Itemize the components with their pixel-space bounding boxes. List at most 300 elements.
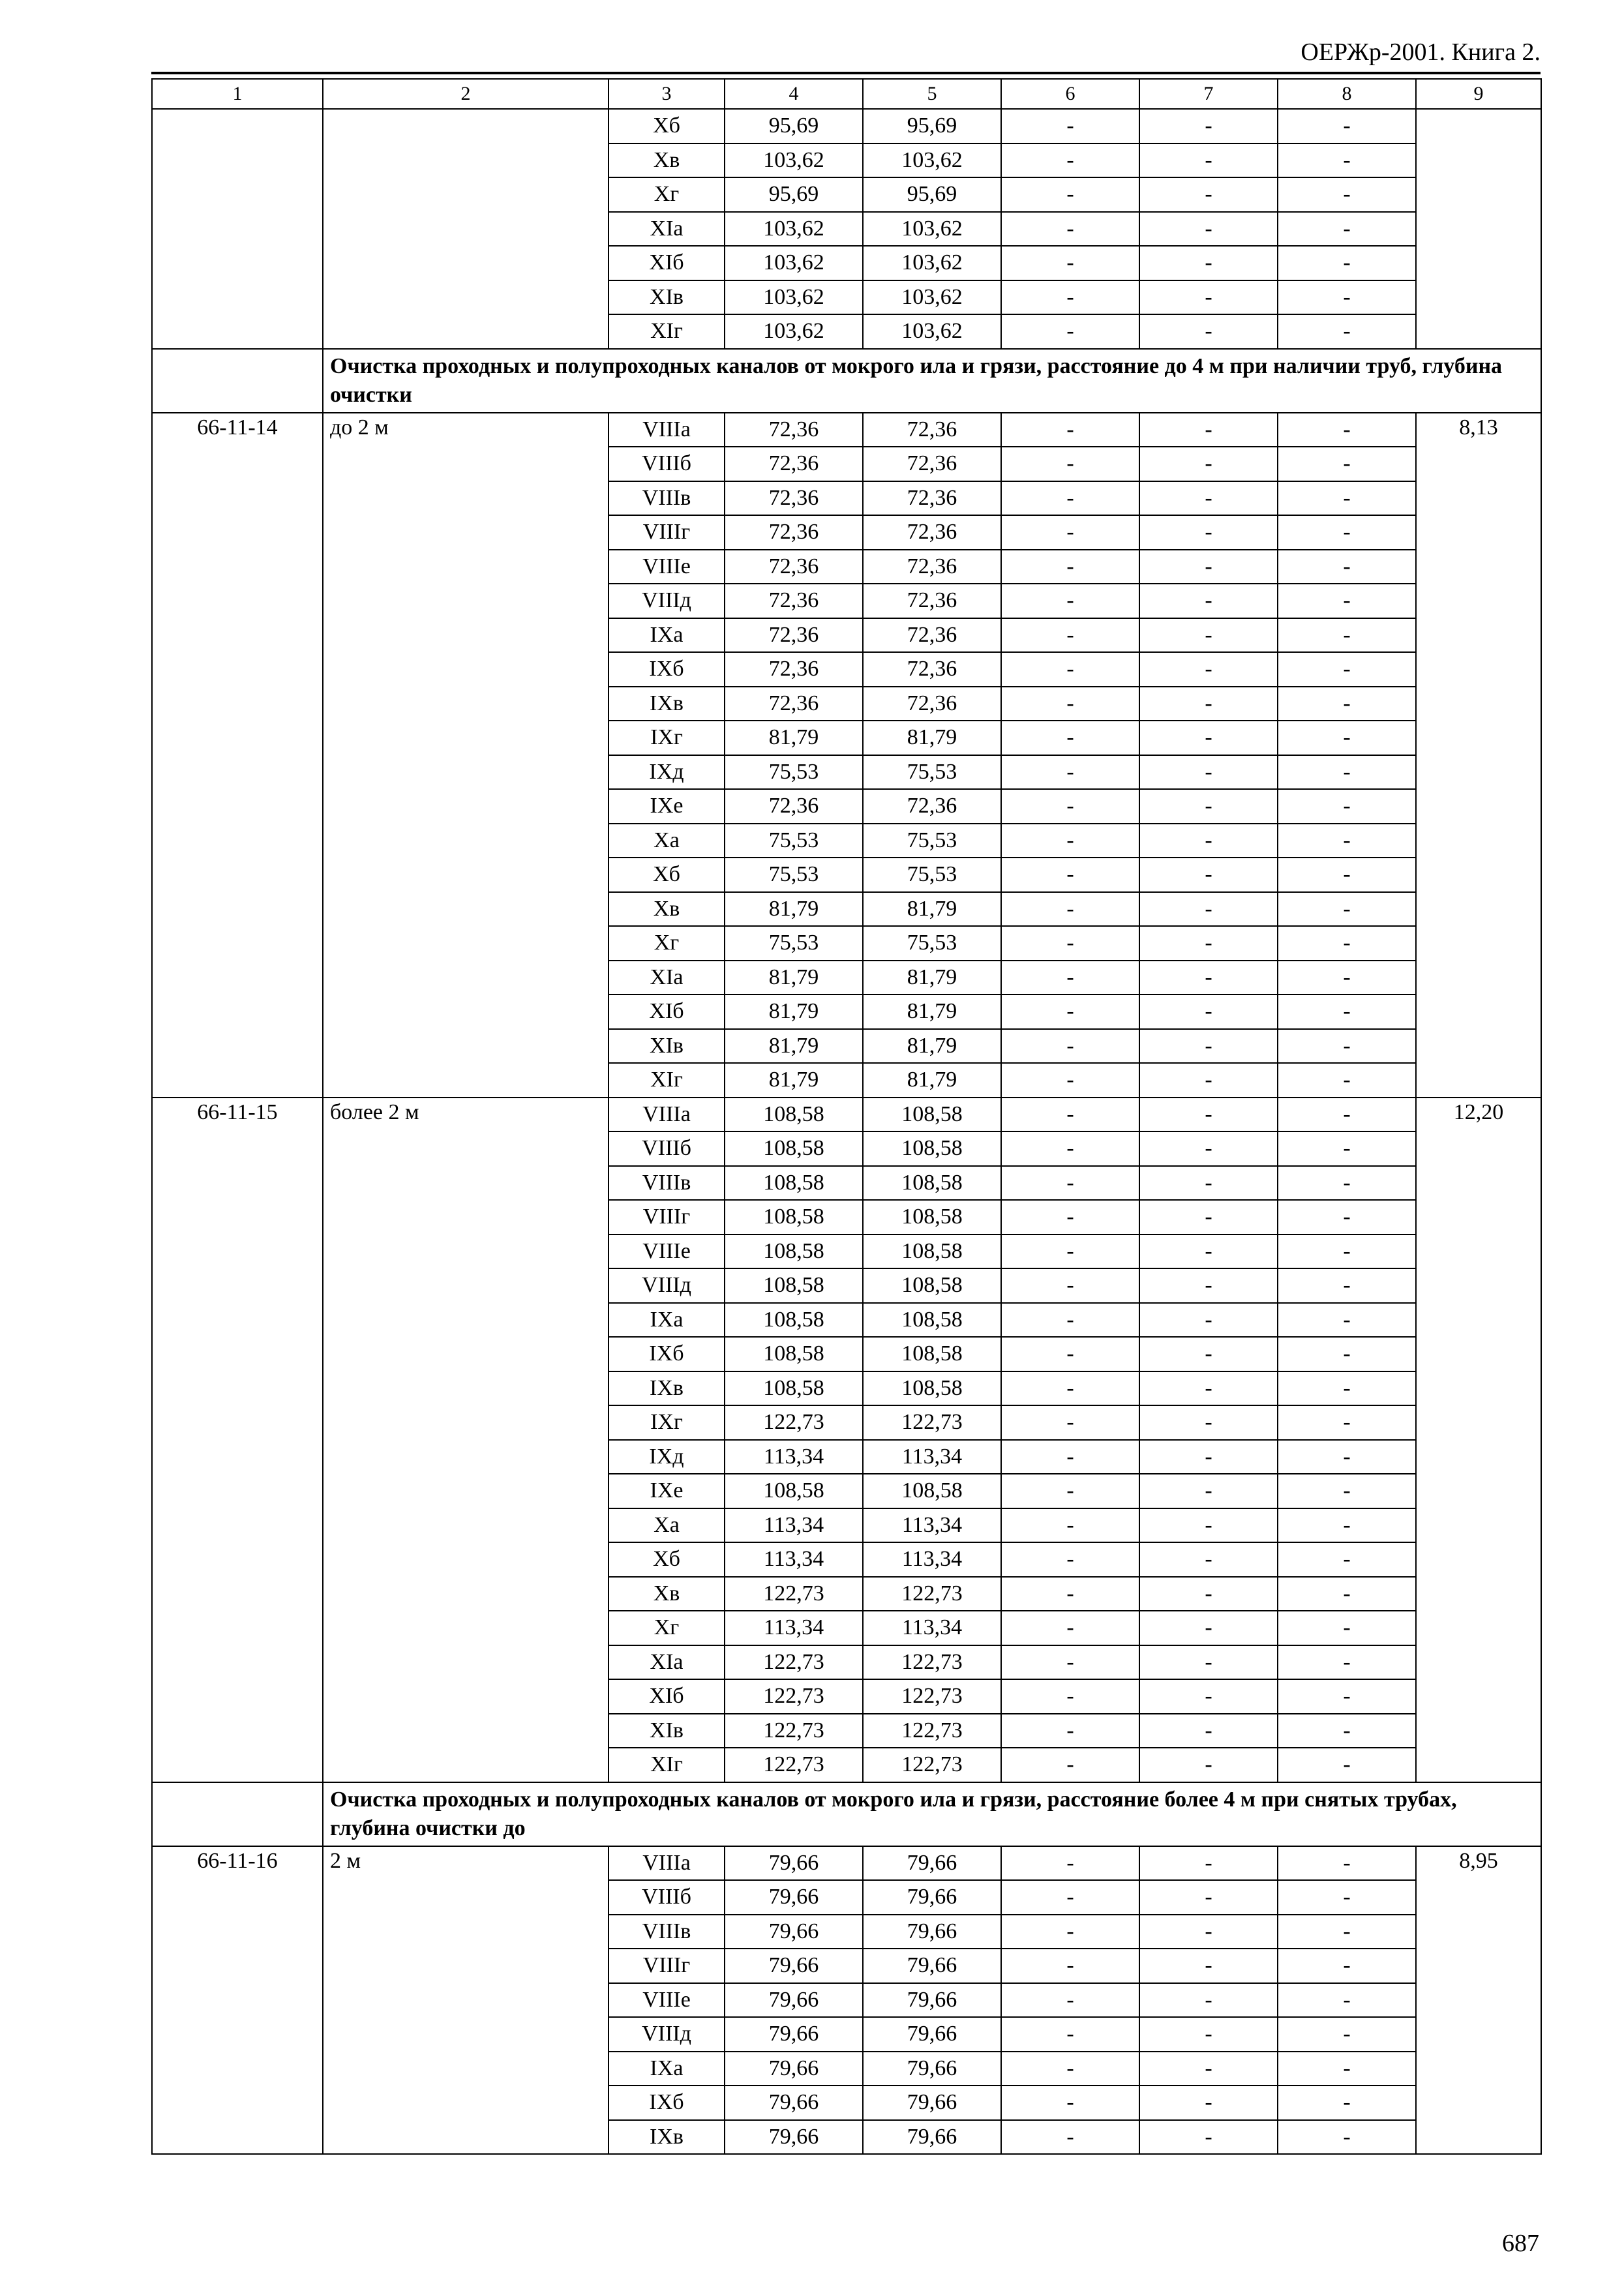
value-col7: -: [1139, 824, 1278, 858]
value-col5: 113,34: [863, 1611, 1001, 1645]
value-col7: -: [1139, 550, 1278, 584]
norm-description: 2 м: [323, 1846, 609, 2155]
value-col6: -: [1001, 961, 1139, 995]
value-col5: 81,79: [863, 995, 1001, 1029]
value-col5: 81,79: [863, 961, 1001, 995]
value-col7: -: [1139, 1166, 1278, 1201]
value-col7: -: [1139, 789, 1278, 824]
value-col7: -: [1139, 1371, 1278, 1406]
value-col6: -: [1001, 1542, 1139, 1577]
value-col6: -: [1001, 1200, 1139, 1234]
value-col5: 72,36: [863, 618, 1001, 653]
value-col8: -: [1278, 1098, 1416, 1132]
value-col5: 113,34: [863, 1542, 1001, 1577]
value-col4: 103,62: [725, 143, 863, 178]
value-col5: 122,73: [863, 1405, 1001, 1440]
region-cell: IХе: [609, 789, 725, 824]
value-col7: -: [1139, 1983, 1278, 2018]
value-col5: 81,79: [863, 1029, 1001, 1064]
region-cell: ХIа: [609, 212, 725, 247]
col9-cell: [1416, 109, 1541, 349]
value-col7: -: [1139, 1268, 1278, 1303]
value-col7: -: [1139, 892, 1278, 927]
value-col8: -: [1278, 413, 1416, 447]
value-col4: 103,62: [725, 246, 863, 280]
value-col7: -: [1139, 1577, 1278, 1611]
value-col6: -: [1001, 1063, 1139, 1098]
value-col4: 75,53: [725, 926, 863, 961]
value-col4: 79,66: [725, 2052, 863, 2086]
value-col4: 79,66: [725, 2086, 863, 2120]
value-col6: -: [1001, 246, 1139, 280]
region-cell: IХа: [609, 1303, 725, 1338]
value-col5: 72,36: [863, 789, 1001, 824]
value-col4: 81,79: [725, 1029, 863, 1064]
value-col6: -: [1001, 1371, 1139, 1406]
value-col6: -: [1001, 926, 1139, 961]
section-code-cell: [152, 349, 323, 413]
value-col4: 122,73: [725, 1714, 863, 1748]
value-col6: -: [1001, 314, 1139, 349]
value-col5: 113,34: [863, 1440, 1001, 1474]
region-cell: IХб: [609, 652, 725, 687]
region-cell: ХIв: [609, 1714, 725, 1748]
value-col8: -: [1278, 1166, 1416, 1201]
value-col4: 72,36: [725, 413, 863, 447]
value-col4: 113,34: [725, 1542, 863, 1577]
region-cell: IХд: [609, 755, 725, 790]
region-cell: IХе: [609, 1474, 725, 1508]
value-col5: 95,69: [863, 177, 1001, 212]
value-col6: -: [1001, 1098, 1139, 1132]
value-col6: -: [1001, 1645, 1139, 1680]
value-col7: -: [1139, 618, 1278, 653]
value-col5: 75,53: [863, 858, 1001, 892]
value-col4: 103,62: [725, 280, 863, 315]
value-col6: -: [1001, 1337, 1139, 1371]
value-col5: 75,53: [863, 755, 1001, 790]
region-cell: VIIIд: [609, 1268, 725, 1303]
value-col7: -: [1139, 1029, 1278, 1064]
region-cell: Хв: [609, 1577, 725, 1611]
region-cell: Ха: [609, 824, 725, 858]
value-col5: 79,66: [863, 2052, 1001, 2086]
value-col7: -: [1139, 721, 1278, 755]
value-col4: 108,58: [725, 1371, 863, 1406]
value-col4: 103,62: [725, 314, 863, 349]
value-col8: -: [1278, 1440, 1416, 1474]
value-col7: -: [1139, 1098, 1278, 1132]
value-col5: 79,66: [863, 1949, 1001, 1983]
value-col5: 108,58: [863, 1234, 1001, 1269]
value-col5: 122,73: [863, 1679, 1001, 1714]
value-col5: 72,36: [863, 550, 1001, 584]
norm-description: до 2 м: [323, 413, 609, 1098]
table-body: [152, 79, 1541, 2154]
value-col7: -: [1139, 515, 1278, 550]
value-col8: -: [1278, 1915, 1416, 1949]
header-rule: [151, 72, 1541, 74]
value-col6: -: [1001, 789, 1139, 824]
column-number: 7: [1139, 79, 1278, 109]
value-col8: -: [1278, 1577, 1416, 1611]
value-col6: -: [1001, 2017, 1139, 2052]
value-col5: 108,58: [863, 1371, 1001, 1406]
value-col7: -: [1139, 1440, 1278, 1474]
region-cell: Ха: [609, 1508, 725, 1543]
norm-col9-value: 8,95: [1416, 1846, 1541, 2155]
value-col6: -: [1001, 1748, 1139, 1782]
value-col8: -: [1278, 550, 1416, 584]
region-cell: Хб: [609, 109, 725, 143]
value-col8: -: [1278, 1846, 1416, 1881]
value-col5: 75,53: [863, 926, 1001, 961]
value-col6: -: [1001, 1234, 1139, 1269]
norm-col9-value: 8,13: [1416, 413, 1541, 1098]
value-col6: -: [1001, 550, 1139, 584]
value-col4: 81,79: [725, 892, 863, 927]
value-col5: 75,53: [863, 824, 1001, 858]
value-col5: 108,58: [863, 1200, 1001, 1234]
value-col4: 72,36: [725, 550, 863, 584]
value-col4: 108,58: [725, 1474, 863, 1508]
value-col6: -: [1001, 2086, 1139, 2120]
value-col8: -: [1278, 481, 1416, 516]
region-cell: ХIб: [609, 1679, 725, 1714]
column-number: 9: [1416, 79, 1541, 109]
value-col4: 122,73: [725, 1748, 863, 1782]
value-col4: 79,66: [725, 1983, 863, 2018]
code-cell: [152, 109, 323, 349]
value-col5: 81,79: [863, 892, 1001, 927]
value-col8: -: [1278, 961, 1416, 995]
table-row: [152, 413, 1541, 447]
value-col8: -: [1278, 1234, 1416, 1269]
column-number: 5: [863, 79, 1001, 109]
value-col6: -: [1001, 1949, 1139, 1983]
value-col5: 122,73: [863, 1714, 1001, 1748]
value-col8: -: [1278, 177, 1416, 212]
region-cell: Хг: [609, 1611, 725, 1645]
region-cell: VIIIе: [609, 1234, 725, 1269]
value-col6: -: [1001, 687, 1139, 721]
value-col5: 103,62: [863, 314, 1001, 349]
value-col7: -: [1139, 109, 1278, 143]
value-col5: 72,36: [863, 447, 1001, 481]
value-col7: -: [1139, 1063, 1278, 1098]
value-col5: 103,62: [863, 143, 1001, 178]
value-col7: -: [1139, 177, 1278, 212]
value-col7: -: [1139, 143, 1278, 178]
value-col5: 108,58: [863, 1337, 1001, 1371]
value-col5: 79,66: [863, 2120, 1001, 2155]
value-col6: -: [1001, 1268, 1139, 1303]
page-number: 687: [1502, 2230, 1539, 2257]
value-col4: 75,53: [725, 755, 863, 790]
value-col8: -: [1278, 1337, 1416, 1371]
value-col8: -: [1278, 2017, 1416, 2052]
value-col6: -: [1001, 515, 1139, 550]
value-col4: 108,58: [725, 1200, 863, 1234]
value-col7: -: [1139, 1645, 1278, 1680]
value-col7: -: [1139, 481, 1278, 516]
column-number: 1: [152, 79, 323, 109]
value-col4: 122,73: [725, 1679, 863, 1714]
value-col4: 108,58: [725, 1098, 863, 1132]
value-col6: -: [1001, 109, 1139, 143]
value-col6: -: [1001, 1679, 1139, 1714]
value-col5: 79,66: [863, 1880, 1001, 1915]
value-col7: -: [1139, 1949, 1278, 1983]
value-col4: 72,36: [725, 618, 863, 653]
region-cell: VIIIд: [609, 584, 725, 618]
region-cell: IХг: [609, 1405, 725, 1440]
value-col6: -: [1001, 1303, 1139, 1338]
section-title: Очистка проходных и полупроходных каналов от мокрого ила и грязи, расстояние до 4 м при наличии труб, глубина очистки: [323, 349, 1541, 413]
value-col5: 79,66: [863, 1915, 1001, 1949]
value-col6: -: [1001, 2052, 1139, 2086]
value-col6: -: [1001, 652, 1139, 687]
value-col4: 103,62: [725, 212, 863, 247]
value-col6: -: [1001, 1915, 1139, 1949]
value-col8: -: [1278, 1200, 1416, 1234]
value-col5: 79,66: [863, 2017, 1001, 2052]
region-cell: VIIIе: [609, 550, 725, 584]
region-cell: Хв: [609, 892, 725, 927]
value-col8: -: [1278, 1474, 1416, 1508]
value-col7: -: [1139, 1200, 1278, 1234]
value-col8: -: [1278, 1714, 1416, 1748]
value-col5: 72,36: [863, 652, 1001, 687]
value-col6: -: [1001, 1577, 1139, 1611]
value-col4: 72,36: [725, 584, 863, 618]
column-number-row: [152, 79, 1541, 109]
region-cell: ХIа: [609, 1645, 725, 1680]
region-cell: IХв: [609, 687, 725, 721]
description-cell: [323, 109, 609, 349]
value-col7: -: [1139, 2052, 1278, 2086]
value-col5: 108,58: [863, 1098, 1001, 1132]
value-col6: -: [1001, 1474, 1139, 1508]
region-cell: Хв: [609, 143, 725, 178]
section-header-row: [152, 349, 1541, 413]
value-col8: -: [1278, 246, 1416, 280]
value-col7: -: [1139, 1611, 1278, 1645]
value-col7: -: [1139, 1542, 1278, 1577]
region-cell: ХIг: [609, 1748, 725, 1782]
region-cell: VIIIа: [609, 413, 725, 447]
value-col4: 122,73: [725, 1577, 863, 1611]
value-col4: 79,66: [725, 1915, 863, 1949]
value-col8: -: [1278, 1029, 1416, 1064]
table-row: [152, 1846, 1541, 1881]
norm-code: 66-11-15: [152, 1098, 323, 1782]
value-col7: -: [1139, 995, 1278, 1029]
value-col5: 79,66: [863, 2086, 1001, 2120]
value-col6: -: [1001, 892, 1139, 927]
value-col8: -: [1278, 995, 1416, 1029]
value-col7: -: [1139, 2120, 1278, 2155]
value-col5: 72,36: [863, 515, 1001, 550]
value-col6: -: [1001, 824, 1139, 858]
value-col8: -: [1278, 2120, 1416, 2155]
value-col4: 81,79: [725, 995, 863, 1029]
value-col7: -: [1139, 926, 1278, 961]
value-col8: -: [1278, 143, 1416, 178]
region-cell: VIIIа: [609, 1098, 725, 1132]
value-col4: 72,36: [725, 687, 863, 721]
value-col4: 113,34: [725, 1611, 863, 1645]
region-cell: VIIIг: [609, 1200, 725, 1234]
value-col6: -: [1001, 1714, 1139, 1748]
value-col4: 72,36: [725, 515, 863, 550]
value-col7: -: [1139, 1303, 1278, 1338]
region-cell: ХIг: [609, 1063, 725, 1098]
value-col7: -: [1139, 413, 1278, 447]
value-col5: 72,36: [863, 584, 1001, 618]
value-col4: 95,69: [725, 109, 863, 143]
value-col5: 108,58: [863, 1474, 1001, 1508]
region-cell: IХд: [609, 1440, 725, 1474]
column-number: 3: [609, 79, 725, 109]
region-cell: VIIIд: [609, 2017, 725, 2052]
region-cell: VIIIг: [609, 1949, 725, 1983]
section-header-row: [152, 1782, 1541, 1846]
value-col7: -: [1139, 755, 1278, 790]
value-col6: -: [1001, 1880, 1139, 1915]
region-cell: IХг: [609, 721, 725, 755]
value-col7: -: [1139, 212, 1278, 247]
region-cell: IХб: [609, 1337, 725, 1371]
norm-description: более 2 м: [323, 1098, 609, 1782]
region-cell: ХIг: [609, 314, 725, 349]
region-cell: VIIIв: [609, 481, 725, 516]
value-col6: -: [1001, 1166, 1139, 1201]
value-col4: 108,58: [725, 1234, 863, 1269]
value-col7: -: [1139, 1405, 1278, 1440]
region-cell: ХIв: [609, 280, 725, 315]
value-col4: 113,34: [725, 1508, 863, 1543]
value-col4: 79,66: [725, 1949, 863, 1983]
value-col4: 81,79: [725, 961, 863, 995]
table-row: [152, 109, 1541, 143]
region-cell: VIIIб: [609, 1131, 725, 1166]
column-number: 6: [1001, 79, 1139, 109]
value-col7: -: [1139, 1714, 1278, 1748]
value-col4: 81,79: [725, 721, 863, 755]
section-title: Очистка проходных и полупроходных каналов от мокрого ила и грязи, расстояние более 4 м при снятых трубах, глубина очистки до: [323, 1782, 1541, 1846]
value-col5: 108,58: [863, 1303, 1001, 1338]
value-col5: 81,79: [863, 721, 1001, 755]
value-col6: -: [1001, 995, 1139, 1029]
value-col5: 122,73: [863, 1645, 1001, 1680]
value-col6: -: [1001, 177, 1139, 212]
value-col6: -: [1001, 2120, 1139, 2155]
region-cell: IХв: [609, 1371, 725, 1406]
value-col8: -: [1278, 314, 1416, 349]
value-col8: -: [1278, 1371, 1416, 1406]
value-col8: -: [1278, 1880, 1416, 1915]
column-number: 8: [1278, 79, 1416, 109]
value-col5: 108,58: [863, 1166, 1001, 1201]
value-col7: -: [1139, 1880, 1278, 1915]
value-col6: -: [1001, 447, 1139, 481]
value-col4: 108,58: [725, 1268, 863, 1303]
value-col6: -: [1001, 481, 1139, 516]
value-col8: -: [1278, 892, 1416, 927]
value-col7: -: [1139, 584, 1278, 618]
value-col5: 122,73: [863, 1748, 1001, 1782]
value-col4: 122,73: [725, 1645, 863, 1680]
value-col4: 75,53: [725, 824, 863, 858]
value-col4: 72,36: [725, 447, 863, 481]
region-cell: Хг: [609, 926, 725, 961]
value-col6: -: [1001, 721, 1139, 755]
value-col8: -: [1278, 447, 1416, 481]
value-col4: 108,58: [725, 1303, 863, 1338]
norm-col9-value: 12,20: [1416, 1098, 1541, 1782]
value-col7: -: [1139, 1679, 1278, 1714]
value-col8: -: [1278, 1405, 1416, 1440]
value-col7: -: [1139, 687, 1278, 721]
value-col8: -: [1278, 1679, 1416, 1714]
section-code-cell: [152, 1782, 323, 1846]
region-cell: VIIIе: [609, 1983, 725, 2018]
region-cell: VIIIг: [609, 515, 725, 550]
value-col4: 122,73: [725, 1405, 863, 1440]
value-col8: -: [1278, 584, 1416, 618]
region-cell: ХIв: [609, 1029, 725, 1064]
region-cell: Хб: [609, 1542, 725, 1577]
value-col6: -: [1001, 1508, 1139, 1543]
value-col8: -: [1278, 1542, 1416, 1577]
value-col8: -: [1278, 1748, 1416, 1782]
region-cell: VIIIв: [609, 1166, 725, 1201]
value-col5: 113,34: [863, 1508, 1001, 1543]
value-col5: 72,36: [863, 687, 1001, 721]
value-col7: -: [1139, 858, 1278, 892]
value-col5: 81,79: [863, 1063, 1001, 1098]
value-col6: -: [1001, 618, 1139, 653]
value-col8: -: [1278, 926, 1416, 961]
value-col6: -: [1001, 1029, 1139, 1064]
value-col4: 108,58: [725, 1337, 863, 1371]
value-col8: -: [1278, 1949, 1416, 1983]
value-col7: -: [1139, 961, 1278, 995]
region-cell: IХб: [609, 2086, 725, 2120]
value-col6: -: [1001, 1440, 1139, 1474]
value-col8: -: [1278, 1303, 1416, 1338]
value-col7: -: [1139, 1131, 1278, 1166]
value-col5: 72,36: [863, 481, 1001, 516]
value-col4: 79,66: [725, 2120, 863, 2155]
value-col6: -: [1001, 584, 1139, 618]
value-col4: 108,58: [725, 1131, 863, 1166]
value-col8: -: [1278, 1508, 1416, 1543]
value-col4: 113,34: [725, 1440, 863, 1474]
value-col8: -: [1278, 755, 1416, 790]
value-col6: -: [1001, 858, 1139, 892]
value-col5: 108,58: [863, 1131, 1001, 1166]
value-col6: -: [1001, 1611, 1139, 1645]
value-col8: -: [1278, 2086, 1416, 2120]
region-cell: VIIIа: [609, 1846, 725, 1881]
value-col8: -: [1278, 1983, 1416, 2018]
region-cell: Хб: [609, 858, 725, 892]
value-col8: -: [1278, 515, 1416, 550]
value-col4: 79,66: [725, 1846, 863, 1881]
value-col8: -: [1278, 687, 1416, 721]
